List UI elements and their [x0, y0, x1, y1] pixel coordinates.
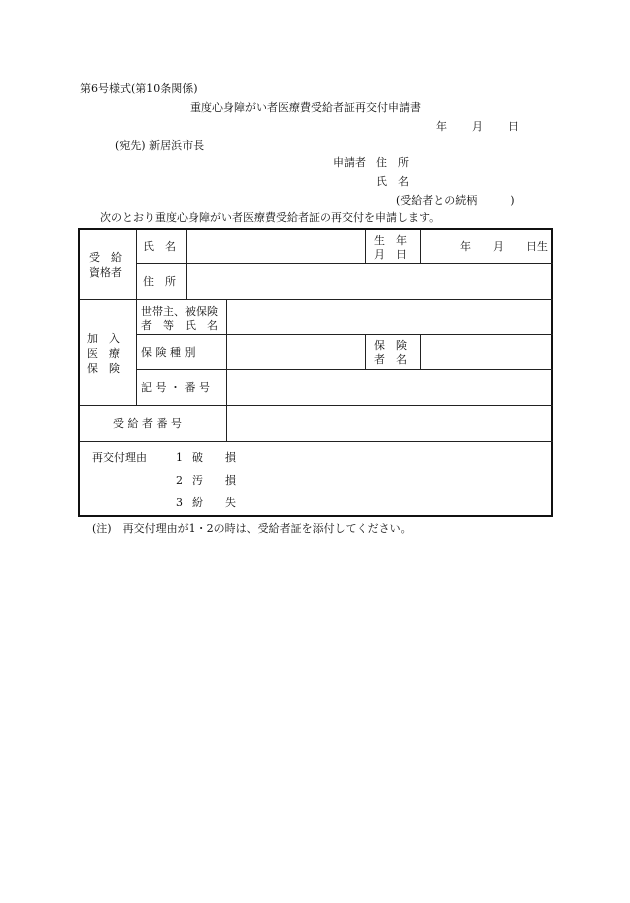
name-field[interactable] — [188, 232, 363, 261]
reason-1-text[interactable]: 破 損 — [192, 451, 236, 464]
insurer-label-1: 保 険 — [374, 339, 407, 352]
applicant-label: 申請者 — [333, 156, 366, 169]
application-form-table — [78, 228, 553, 517]
addressee: (宛先) 新居浜市長 — [115, 139, 205, 152]
household-field[interactable] — [228, 301, 550, 332]
date-year: 年 — [436, 120, 447, 133]
address-field[interactable] — [188, 265, 550, 297]
insurance-type-label: 保 険 種 別 — [141, 346, 196, 359]
symbol-number-label: 記 号 ・ 番 号 — [141, 381, 210, 394]
insurer-field[interactable] — [422, 336, 550, 367]
household-label-2: 者 等 氏 名 — [141, 319, 218, 332]
form-number: 第6号様式(第10条関係) — [80, 82, 198, 95]
name-label: 氏 名 — [143, 240, 176, 253]
reason-1-number: 1 — [176, 451, 183, 464]
reason-3-number: 3 — [176, 496, 183, 509]
recipient-qualified-label-2: 資格者 — [89, 266, 122, 279]
page-title: 重度心身障がい者医療費受給者証再交付申請書 — [190, 101, 421, 114]
reason-3-text[interactable]: 紛 失 — [192, 496, 236, 509]
applicant-name-label: 氏 名 — [376, 175, 409, 188]
birthdate-field[interactable]: 年 月 日生 — [460, 240, 548, 253]
insurance-group-label-3: 保 険 — [87, 362, 120, 375]
birth-label-1: 生 年 — [374, 234, 407, 247]
date-day: 日 — [508, 120, 519, 133]
household-label-1: 世帯主、被保険 — [141, 305, 218, 318]
birth-label-2: 月 日 — [374, 248, 407, 261]
recipient-number-label: 受 給 者 番 号 — [113, 417, 182, 430]
insurance-group-label-2: 医 療 — [87, 347, 120, 360]
insurer-label-2: 者 名 — [374, 353, 407, 366]
reason-2-number: 2 — [176, 474, 183, 487]
insurance-type-field[interactable] — [228, 336, 363, 367]
address-label: 住 所 — [143, 275, 176, 288]
intro-text: 次のとおり重度心身障がい者医療費受給者証の再交付を申請します。 — [100, 211, 441, 224]
reason-2-text[interactable]: 汚 損 — [192, 474, 236, 487]
insurance-group-label-1: 加 入 — [87, 332, 120, 345]
date-month: 月 — [472, 120, 483, 133]
applicant-relation-label: (受給者との続柄 ) — [396, 194, 515, 207]
reissue-reason-label: 再交付理由 — [92, 451, 147, 464]
footnote: (注) 再交付理由が1・2の時は、受給者証を添付してください。 — [92, 522, 412, 535]
symbol-number-field[interactable] — [228, 371, 550, 403]
recipient-qualified-label-1: 受 給 — [89, 251, 122, 264]
applicant-address-label: 住 所 — [376, 156, 409, 169]
recipient-number-field[interactable] — [228, 407, 550, 439]
